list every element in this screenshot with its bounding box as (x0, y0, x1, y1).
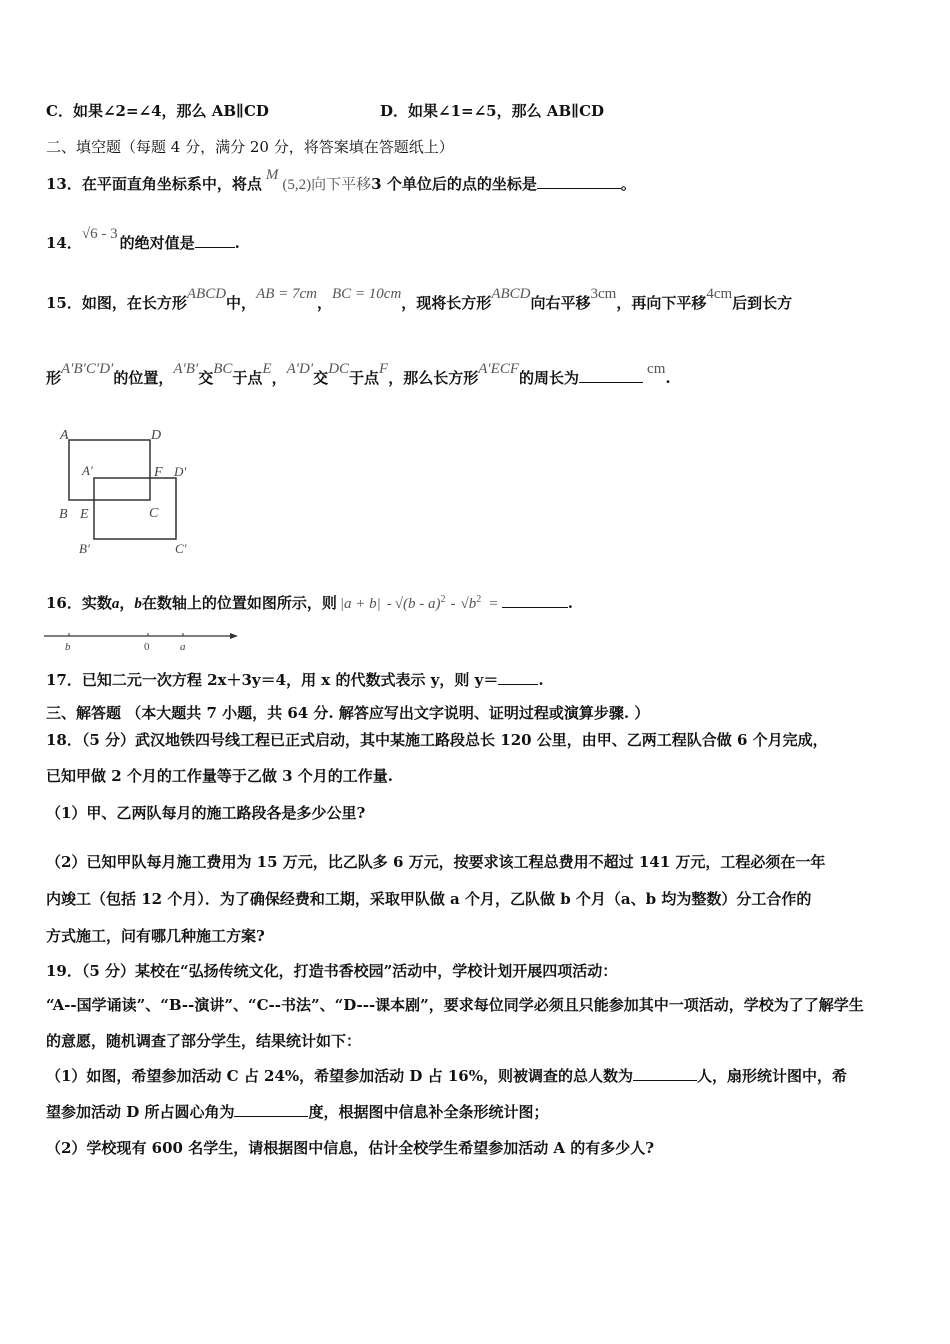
q15-segment-bc: BC (213, 361, 233, 377)
q16-sep: ， (119, 594, 135, 612)
q19-line-2: “A--国学诵读”、“B--演讲”、“C--书法”、“D---课本剧”，要求每位同学必须且只能参加其中一项活动，学校为了了解学生 (46, 996, 864, 1014)
q13-coords: (5,2) (282, 177, 312, 193)
q15-text-11: ， (271, 369, 287, 387)
q16-var-b: b (134, 596, 142, 612)
q15-text-15: 的周长为 (519, 369, 580, 387)
number-line-arrow (230, 633, 238, 639)
q15-end: . (665, 369, 671, 387)
q15-text-4: 向右平移 (530, 294, 591, 312)
q13-move: 向下平移 (311, 177, 372, 193)
q15-text-8: 的位置， (113, 369, 174, 387)
q13-answer-blank[interactable] (537, 174, 621, 189)
q18-line-2: 已知甲做 2 个月的工作量等于乙做 3 个月的工作量. (46, 767, 393, 785)
q15-text-6: 后到长方 (732, 294, 793, 312)
q16-abs-sum: |a + b| (339, 596, 381, 612)
q15-text-14: ，那么长方形 (388, 369, 479, 387)
q15-point-e: E (262, 361, 272, 377)
q19-line-3: 的意愿，随机调查了部分学生，结果统计如下： (46, 1032, 362, 1050)
q15-unit: cm (647, 361, 666, 377)
q17-answer-blank[interactable] (498, 670, 538, 685)
question-17 (46, 670, 544, 690)
q15-point-f: F (379, 361, 389, 377)
q12-option-c: C．如果∠2=∠4，那么 AB∥CD (46, 102, 269, 120)
q16-end: . (567, 594, 573, 612)
q15-text-1: 15．如图，在长方形 (46, 294, 187, 312)
q16-text-2: 在数轴上的位置如图所示，则 (141, 594, 337, 612)
q14-expression: √6 - 3 (81, 226, 118, 242)
q16-text-1: 16．实数 (46, 594, 112, 612)
q16-answer-blank[interactable] (502, 593, 568, 608)
q15-text-13: 于点 (349, 369, 380, 387)
q15-right-shift: 3cm (590, 286, 617, 302)
q14-answer-blank[interactable] (195, 233, 235, 248)
label-a-prime: A′ (82, 463, 93, 478)
q15-segment-dc: DC (328, 361, 350, 377)
q16-sqrt-b: √b (460, 596, 477, 612)
q15-rect-abcd: ABCD (186, 286, 227, 302)
q14-end: . (234, 234, 240, 252)
label-c-prime: C′ (175, 541, 187, 556)
q15-segment-ab-prime: A′B′ (173, 361, 199, 377)
question-15-line-1 (46, 286, 793, 314)
q15-down-shift: 4cm (706, 286, 733, 302)
q15-rect-abcd-prime: A′B′C′D′ (61, 361, 114, 377)
q16-sqrt-diff-exp: 2 (440, 594, 446, 605)
q19-sub-1-line-1 (46, 1066, 847, 1086)
q18-line-1: 18．（5 分）武汉地铁四号线工程已正式启动，其中某施工路段总长 120 公里，由甲、乙两工程队合做 6 个月完成， (46, 731, 828, 749)
q15-rect-aecf: A′ECF (478, 361, 520, 377)
label-b-prime: B′ (79, 541, 90, 556)
q14-suffix: 的绝对值是 (119, 234, 195, 252)
q14-num: 14． (46, 234, 82, 252)
label-a: A (60, 428, 69, 443)
q15-text-5: ，再向下平移 (616, 294, 707, 312)
tick-label-a: a (180, 641, 186, 652)
q15-comma: ， (317, 294, 333, 312)
q13-end: 。 (620, 175, 636, 193)
q19-sub-1-text-4: 度，根据图中信息补全条形统计图； (308, 1103, 549, 1121)
q15-bc-length: BC = 10cm (332, 286, 402, 302)
q16-equals: = (489, 596, 498, 612)
q15-text-9: 交 (198, 369, 214, 387)
q19-sub-1-text-3: 望参加活动 D 所占圆心角为 (46, 1103, 235, 1121)
q17-end: . (538, 671, 544, 689)
label-d-prime: D′ (174, 464, 187, 479)
q13-suffix: 3 个单位后的点的坐标是 (371, 175, 537, 193)
q15-text-12: 交 (313, 369, 329, 387)
q16-sqrt-b-exp: 2 (476, 594, 482, 605)
q15-text-2: 中， (226, 294, 257, 312)
q18-sub-2-line-1: （2）已知甲队每月施工费用为 15 万元，比乙队多 6 万元，按要求该工程总费用不超过 141 万元，工程必须在一年 (46, 853, 826, 871)
label-d: D (151, 428, 162, 443)
q18-sub-2-line-3: 方式施工，问有哪几种施工方案? (46, 927, 265, 945)
label-f: F (154, 465, 163, 480)
q19-sub-1-text-2: 人，扇形统计图中，希 (696, 1067, 847, 1085)
number-line (44, 628, 244, 652)
section-3-heading: 三、解答题 （本大题共 7 小题，共 64 分. 解答应写出文字说明、证明过程或演算步骤. ） (46, 704, 650, 722)
q13-point: M (265, 167, 279, 183)
q15-rect-abcd-2: ABCD (491, 286, 531, 302)
q16-minus-1: - (386, 596, 392, 612)
question-15-line-2 (46, 361, 671, 389)
q16-minus-2: - (450, 596, 456, 612)
label-c: C (149, 506, 159, 521)
q15-text-10: 于点 (232, 369, 263, 387)
q15-answer-blank[interactable] (579, 368, 643, 383)
q19-angle-blank[interactable] (234, 1102, 308, 1117)
q15-segment-ad-prime: A′D′ (286, 361, 314, 377)
tick-label-zero: 0 (144, 641, 150, 652)
q12-option-d: D．如果∠1=∠5，那么 AB∥CD (380, 102, 605, 120)
q18-sub-2-line-2: 内竣工（包括 12 个月）．为了确保经费和工期，采取甲队做 a 个月，乙队做 b 个月（a、b 均为整数）分工合作的 (46, 890, 812, 908)
label-b: B (59, 507, 68, 522)
label-e: E (80, 507, 89, 522)
q15-text-3: ，现将长方形 (401, 294, 492, 312)
q18-sub-1: （1）甲、乙两队每月的施工路段各是多少公里? (46, 804, 366, 822)
q16-sqrt-diff: √(b - a) (394, 596, 441, 612)
q13-prefix: 13．在平面直角坐标系中，将点 (46, 175, 262, 193)
q16-var-a: a (111, 596, 120, 612)
q17-text: 17．已知二元一次方程 2x＋3y＝4，用 x 的代数式表示 y，则 y＝ (46, 671, 499, 689)
q15-ab-length: AB = 7cm (256, 286, 317, 302)
rect-abcd-prime (94, 478, 176, 539)
section-2-heading: 二、填空题（每题 4 分，满分 20 分，将答案填在答题纸上） (46, 138, 454, 156)
question-13 (46, 167, 636, 195)
q19-sub-1-line-2 (46, 1102, 548, 1122)
question-16 (46, 590, 573, 614)
q19-line-1: 19．（5 分）某校在“弘扬传统文化，打造书香校园”活动中，学校计划开展四项活动： (46, 962, 618, 980)
question-14 (46, 226, 240, 254)
q15-text-7: 形 (46, 369, 62, 387)
tick-label-b: b (65, 641, 71, 652)
q19-sub-2: （2）学校现有 600 名学生，请根据图中信息，估计全校学生希望参加活动 A 的有多少人? (46, 1139, 655, 1157)
q19-sub-1-text-1: （1）如图，希望参加活动 C 占 24%，希望参加活动 D 占 16%，则被调查的总人数为 (46, 1067, 633, 1085)
q15-rectangle-figure (50, 420, 210, 565)
q19-total-blank[interactable] (633, 1066, 697, 1081)
